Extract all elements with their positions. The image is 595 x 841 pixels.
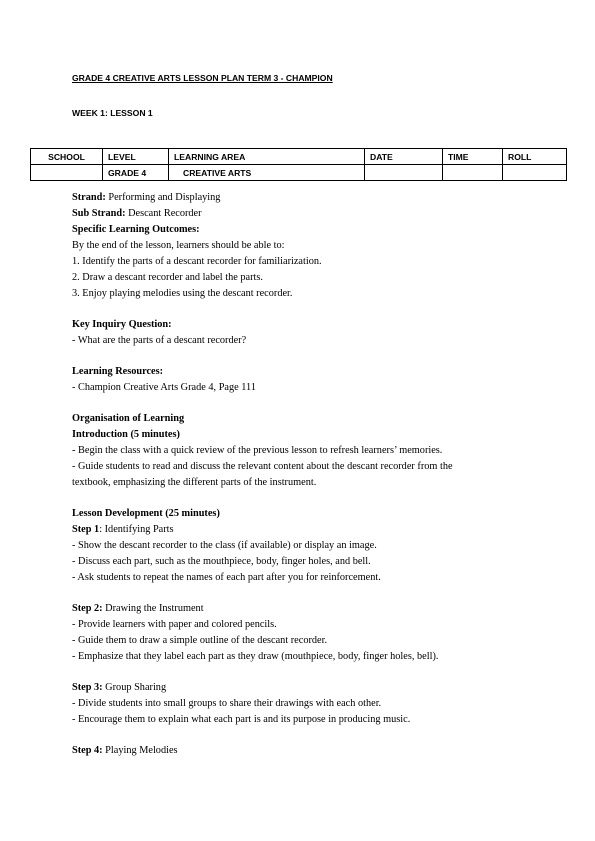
outcome-item: 1. Identify the parts of a descant recorder for familiarization. — [72, 256, 322, 267]
introduction-heading: Introduction (5 minutes) — [72, 429, 180, 440]
step3-line — [72, 680, 542, 696]
header-level: LEVEL — [103, 149, 169, 165]
cell-time — [443, 165, 503, 181]
table-header-row — [31, 149, 567, 165]
step2-title: Drawing the Instrument — [102, 603, 204, 614]
header-learning-area: LEARNING AREA — [169, 149, 365, 165]
sub-strand-value: Descant Recorder — [125, 208, 202, 219]
step4-line — [72, 743, 542, 759]
cell-roll — [503, 165, 567, 181]
strand-label: Strand: — [72, 192, 106, 203]
sub-strand-label: Sub Strand: — [72, 208, 126, 219]
resources-heading: Learning Resources: — [72, 366, 164, 377]
strand-value: Performing and Displaying — [105, 192, 221, 203]
outcomes-heading: Specific Learning Outcomes: — [72, 224, 200, 235]
cell-school — [31, 165, 103, 181]
development-heading: Lesson Development (25 minutes) — [72, 508, 220, 519]
header-date: DATE — [365, 149, 443, 165]
header-time: TIME — [443, 149, 503, 165]
table-row — [31, 165, 567, 181]
step1-line — [72, 522, 542, 538]
step1-label: Step 1 — [72, 524, 100, 535]
step4-title: Playing Melodies — [102, 745, 178, 756]
step3-title: Group Sharing — [102, 682, 167, 693]
step2-line — [72, 601, 542, 617]
week-lesson-label: WEEK 1: LESSON 1 — [72, 108, 153, 118]
lesson-content — [72, 190, 542, 759]
strand-line — [72, 190, 542, 206]
document-title: GRADE 4 CREATIVE ARTS LESSON PLAN TERM 3 - CHAMPION — [72, 73, 333, 83]
step4-label: Step 4: — [72, 745, 103, 756]
cell-learning-area: CREATIVE ARTS — [169, 165, 365, 181]
step1-item: - Discuss each part, such as the mouthpiece, body, finger holes, and bell. — [72, 556, 371, 567]
step2-label: Step 2: — [72, 603, 103, 614]
step2-item: - Guide them to draw a simple outline of the descant recorder. — [72, 635, 328, 646]
sub-strand-line — [72, 206, 542, 222]
step2-item: - Provide learners with paper and colored pencils. — [72, 619, 277, 630]
step1-item: - Show the descant recorder to the class (if available) or display an image. — [72, 540, 377, 551]
step3-item: - Encourage them to explain what each part is and its purpose in producing music. — [72, 714, 411, 725]
introduction-line: - Guide students to read and discuss the relevant content about the descant recorder from the — [72, 461, 453, 472]
step1-item: - Ask students to repeat the names of each part after you for reinforcement. — [72, 572, 381, 583]
step3-item: - Divide students into small groups to share their drawings with each other. — [72, 698, 382, 709]
step1-title: : Identifying Parts — [99, 524, 174, 535]
lesson-info-table — [30, 148, 567, 181]
introduction-line: textbook, emphasizing the different parts of the instrument. — [72, 477, 317, 488]
inquiry-question: - What are the parts of a descant recorder? — [72, 335, 247, 346]
outcomes-intro: By the end of the lesson, learners should be able to: — [72, 240, 285, 251]
cell-date — [365, 165, 443, 181]
outcome-item: 3. Enjoy playing melodies using the descant recorder. — [72, 288, 293, 299]
header-roll: ROLL — [503, 149, 567, 165]
step2-item: - Emphasize that they label each part as they draw (mouthpiece, body, finger holes, bell). — [72, 651, 439, 662]
cell-level: GRADE 4 — [103, 165, 169, 181]
organisation-heading: Organisation of Learning — [72, 413, 185, 424]
inquiry-heading: Key Inquiry Question: — [72, 319, 172, 330]
resources-item: - Champion Creative Arts Grade 4, Page 111 — [72, 382, 256, 393]
step3-label: Step 3: — [72, 682, 103, 693]
introduction-line: - Begin the class with a quick review of the previous lesson to refresh learners’ memories. — [72, 445, 443, 456]
outcome-item: 2. Draw a descant recorder and label the parts. — [72, 272, 263, 283]
header-school: SCHOOL — [31, 149, 103, 165]
